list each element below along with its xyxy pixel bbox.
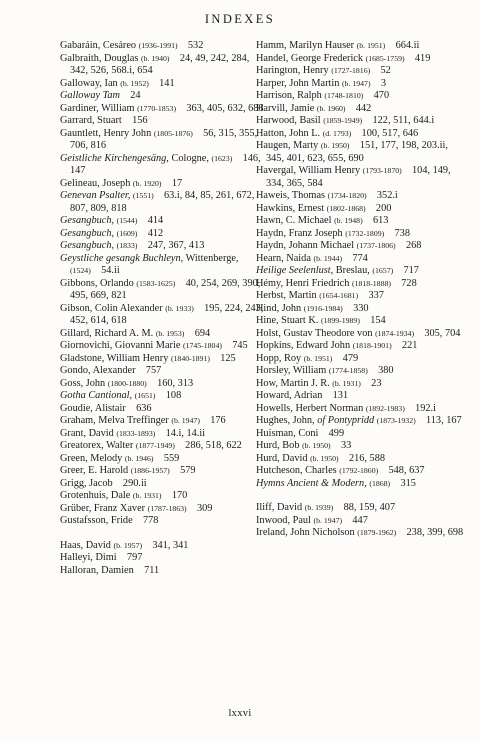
index-entry: [60, 353, 265, 366]
entry-dates: (1892-1983): [365, 403, 405, 413]
entry-references: 728: [401, 277, 417, 289]
entry-name: Galloway Tam: [60, 90, 120, 101]
entry-name: Horsley, William: [256, 365, 327, 376]
index-entry: [256, 365, 466, 378]
entry-references: 56, 315, 355, 706, 816: [70, 127, 258, 151]
index-entry: [256, 78, 466, 91]
entry-name: Howard, Adrian: [256, 390, 323, 401]
entry-dates: (b. 1947): [171, 416, 200, 425]
entry-references: 122, 511, 644.i: [372, 115, 435, 126]
entry-references: 745: [232, 340, 248, 351]
entry-name: Gabaráin, Cesáreo: [60, 40, 137, 51]
entry-dates: (1774-1858): [328, 366, 368, 375]
entry-dates: (1899-1989): [320, 316, 360, 325]
entry-references: 797: [126, 552, 143, 563]
entry-name: Grüber, Franz Xaver: [60, 502, 146, 514]
entry-references: 717: [403, 265, 419, 276]
entry-name: Howells, Herbert Norman: [256, 402, 364, 414]
entry-references: 309: [196, 502, 213, 514]
entry-name: Harington, Henry: [256, 65, 329, 76]
index-entry: [256, 103, 466, 116]
index-column-right: [256, 40, 466, 540]
index-entry: [60, 328, 265, 341]
entry-name: Gesangbuch,: [60, 227, 115, 239]
entry-epithet: of Pontypridd: [314, 415, 375, 426]
entry-dates: (1793-1870): [362, 166, 402, 175]
entry-name: Harwood, Basil: [256, 115, 321, 126]
entry-dates: (b. 1952): [120, 78, 149, 88]
entry-references: 146, 147: [70, 152, 261, 176]
entry-dates: (1802-1868): [326, 203, 366, 213]
index-entry: [60, 253, 265, 278]
index-entry: [60, 515, 265, 528]
entry-name: Galloway, Ian: [60, 77, 118, 89]
entry-dates: (b. 1940): [140, 53, 170, 63]
entry-name: Gardiner, William: [60, 102, 135, 114]
entry-dates: (1770-1853): [137, 103, 177, 113]
entry-dates: (1654-1681): [319, 291, 359, 300]
entry-references: 221: [401, 340, 418, 351]
entry-references: 711: [144, 564, 160, 576]
entry-references: 192.i: [415, 402, 436, 414]
index-entry: [60, 540, 265, 553]
entry-name: Genevan Psalter,: [60, 190, 131, 201]
entry-name: Gustafsson, Fride: [60, 515, 133, 526]
entry-name: Goss, John: [60, 377, 106, 389]
index-entry: [60, 90, 265, 103]
index-entry: [256, 290, 466, 303]
entry-references: 559: [163, 452, 180, 464]
entry-name: Graham, Melva Treffinger: [60, 415, 169, 426]
entry-references: 447: [352, 514, 368, 526]
entry-dates: (1551): [132, 191, 154, 200]
entry-references: 778: [142, 515, 159, 526]
entry-name: Hopkins, Edward John: [256, 340, 351, 351]
entry-name: Greatorex, Walter: [60, 440, 134, 451]
entry-name: Grant, David: [60, 427, 114, 439]
entry-references: 694: [194, 327, 211, 339]
entry-dates: (b. 1933): [165, 303, 194, 313]
entry-dates: (d. 1793): [322, 128, 352, 138]
index-entry: [60, 440, 265, 453]
entry-name: Harvill, Jamie: [256, 102, 315, 114]
entry-references: 40, 254, 269, 390, 495, 669, 821: [70, 277, 261, 301]
entry-name: Hine, Stuart K.: [256, 315, 319, 326]
entry-references: 100, 517, 646: [361, 127, 419, 139]
entry-references: 664.ii: [395, 40, 420, 51]
entry-references: 104, 149, 334, 365, 584: [266, 165, 451, 189]
entry-name: Gesangbuch,: [60, 215, 115, 226]
entry-name: Hurd, Bob: [256, 440, 300, 451]
entry-references: 151, 177, 198, 203.ii, 345, 401, 623, 655, 690: [266, 140, 448, 164]
index-entry: [256, 40, 466, 53]
entry-references: 156: [132, 115, 148, 126]
entry-references: 131: [332, 390, 349, 401]
index-entry: [60, 128, 265, 153]
index-entry: [60, 503, 265, 516]
entry-references: 412: [147, 227, 164, 239]
index-entry: [256, 190, 466, 203]
entry-name: Gelineau, Joseph: [60, 177, 131, 189]
entry-name: How, Martin J. R.: [256, 377, 330, 389]
entry-dates: (b. 1950): [320, 141, 350, 150]
index-entry: [256, 453, 466, 466]
entry-references: 63.i, 84, 85, 261, 672, 807, 809, 818: [70, 190, 255, 214]
entry-name: Geystliche gesangk Buchleyn,: [60, 252, 184, 264]
index-entry: [256, 53, 466, 66]
index-entry: [256, 390, 466, 403]
entry-name: Hind, John: [256, 302, 302, 314]
entry-name: Hatton, John L.: [256, 127, 321, 139]
entry-dates: (b. 1946): [124, 453, 154, 463]
entry-name: Goudie, Alistair: [60, 402, 126, 414]
page-number: lxxvi: [228, 708, 252, 719]
entry-references: 14.i, 14.ii: [165, 427, 206, 439]
index-entry: [256, 90, 466, 103]
entry-name: Huisman, Coni: [256, 427, 319, 439]
index-entry: [256, 353, 466, 366]
entry-name: Hémy, Henri Friedrich: [256, 277, 350, 289]
entry-references: 419: [414, 52, 431, 64]
entry-references: 305, 704: [424, 327, 461, 339]
index-entry: [256, 203, 466, 216]
entry-name: Haas, David: [60, 539, 111, 551]
entry-dates: (1787-1863): [147, 503, 187, 513]
entry-dates: (1609): [116, 228, 138, 238]
entry-dates: (1805-1876): [153, 128, 193, 138]
entry-references: 195, 224, 243, 452, 614, 618: [70, 302, 264, 326]
entry-dates: (1818-1901): [352, 341, 392, 350]
entry-references: 170: [171, 490, 188, 501]
entry-references: 479: [342, 352, 359, 364]
entry-references: 363, 405, 632, 688: [186, 102, 264, 114]
entry-name: Herbst, Martin: [256, 290, 317, 301]
index-entry: [256, 315, 466, 328]
index-entry: [256, 378, 466, 391]
entry-references: 216, 588: [348, 452, 385, 464]
index-entry: [60, 465, 265, 478]
index-entry: [256, 502, 466, 515]
entry-name: Gauntlett, Henry John: [60, 127, 152, 139]
entry-name: Giornovichi, Giovanni Marie: [60, 340, 181, 351]
index-entry: [256, 278, 466, 291]
entry-references: 470: [373, 90, 390, 101]
index-entry: [60, 115, 265, 128]
entry-place: , Breslau,: [330, 265, 370, 276]
entry-dates: (1833): [116, 241, 138, 250]
entry-name: Hawkins, Ernest: [256, 202, 325, 214]
entry-name: Havergal, William Henry: [256, 165, 361, 176]
entry-dates: (b. 1947): [341, 78, 371, 88]
index-entry: [256, 165, 466, 190]
entry-name: Haydn, Franz Joseph: [256, 227, 343, 239]
entry-dates: (b. 1960): [316, 103, 346, 113]
entry-name: Hawn, C. Michael: [256, 215, 332, 226]
entry-name: Haugen, Marty: [256, 140, 319, 151]
entry-place: Wittenberge,: [183, 252, 239, 264]
index-entry: [256, 515, 466, 528]
entry-references: 141: [159, 77, 175, 89]
index-entry: [60, 153, 265, 178]
entry-dates: (b. 1951): [356, 41, 386, 50]
entry-name: Garrard, Stuart: [60, 115, 122, 126]
index-entry: [256, 440, 466, 453]
entry-references: 88, 159, 407: [343, 502, 396, 513]
index-entry: [256, 128, 466, 141]
entry-name: Gondo, Alexander: [60, 365, 136, 376]
index-entry: [60, 453, 265, 466]
entry-dates: (b. 1939): [304, 503, 334, 512]
entry-dates: (b. 1944): [313, 253, 343, 263]
entry-name: Hymns Ancient & Modern,: [256, 477, 367, 489]
entry-name: Galbraith, Douglas: [60, 52, 139, 64]
index-entry: [60, 552, 265, 565]
index-entry: [60, 278, 265, 303]
entry-dates: (b. 1947): [313, 515, 343, 525]
index-entry: [256, 240, 466, 253]
index-entry: [60, 53, 265, 78]
entry-place: , Cologne,: [166, 152, 209, 164]
entry-name: Green, Melody: [60, 452, 123, 464]
entry-dates: (1877-1949): [135, 441, 175, 450]
entry-name: Halleyi, Dimi: [60, 552, 117, 563]
entry-references: 54.ii: [101, 265, 120, 276]
index-entry: [60, 365, 265, 378]
entry-name: Harrison, Ralph: [256, 90, 322, 101]
index-entry: [60, 478, 265, 491]
entry-name: Inwood, Paul: [256, 514, 311, 526]
index-entry: [60, 340, 265, 353]
entry-dates: (1734-1820): [327, 191, 367, 200]
entry-references: 33: [340, 440, 352, 451]
entry-references: 238, 399, 698: [406, 527, 464, 538]
page-title: INDEXES: [204, 12, 276, 26]
entry-dates: (b. 1957): [113, 540, 143, 550]
entry-dates: (b. 1931): [132, 491, 162, 500]
index-entry: [256, 415, 466, 428]
entry-references: 414: [147, 215, 164, 226]
entry-references: 176: [210, 415, 226, 426]
index-entry: [60, 390, 265, 403]
entry-dates: (1748-1810): [324, 91, 364, 100]
entry-dates: (1936-1991): [138, 41, 178, 50]
entry-name: Haweis, Thomas: [256, 190, 326, 201]
entry-dates: (1868): [369, 478, 391, 488]
entry-references: 499: [328, 427, 345, 439]
index-entry: [256, 140, 466, 165]
index-entry: [256, 340, 466, 353]
index-entry: [256, 465, 466, 478]
entry-dates: (1544): [116, 216, 138, 225]
index-entry: [60, 240, 265, 253]
entry-dates: (b. 1931): [332, 378, 361, 388]
entry-name: Gillard, Richard A. M.: [60, 327, 154, 339]
index-entry: [60, 215, 265, 228]
entry-dates: (1873-1932): [376, 416, 416, 425]
entry-references: 268: [405, 240, 422, 251]
entry-name: Geistliche Kirchengesäng: [60, 152, 167, 164]
entry-references: 330: [353, 302, 369, 314]
entry-dates: (1886-1957): [130, 466, 170, 475]
index-entry: [60, 403, 265, 416]
index-entry: [256, 303, 466, 316]
entry-name: Hearn, Naida: [256, 252, 311, 264]
entry-name: Grigg, Jacob: [60, 477, 113, 489]
index-entry: [60, 190, 265, 215]
entry-references: 3: [380, 77, 386, 89]
entry-name: Haydn, Johann Michael: [256, 240, 355, 251]
index-entry: [256, 328, 466, 341]
entry-name: Hurd, David: [256, 452, 308, 464]
entry-references: 738: [394, 227, 410, 239]
index-entry: [256, 403, 466, 416]
index-entry: [256, 65, 466, 78]
entry-references: 23: [371, 377, 382, 389]
index-entry: [60, 378, 265, 391]
entry-references: 315: [400, 477, 416, 489]
entry-name: Handel, George Frederick: [256, 52, 364, 64]
entry-references: 548, 637: [388, 465, 425, 476]
entry-references: 636: [136, 402, 152, 414]
entry-name: Hutcheson, Charles: [256, 465, 337, 476]
index-entry: [256, 115, 466, 128]
index-entry: [60, 40, 265, 53]
entry-name: Gotha Cantional,: [60, 390, 133, 401]
index-entry: [256, 527, 466, 540]
entry-name: Gibson, Colin Alexander: [60, 302, 163, 314]
entry-dates: (b. 1951): [303, 353, 333, 363]
entry-dates: (1732-1809): [345, 228, 385, 238]
entry-name: Hamm, Marilyn Hauser: [256, 40, 355, 51]
index-entry: [60, 565, 265, 578]
index-entry: [60, 103, 265, 116]
index-entry: [60, 428, 265, 441]
entry-references: 52: [380, 65, 391, 76]
entry-name: Harper, John Martin: [256, 77, 340, 89]
entry-references: 290.ii: [122, 477, 147, 489]
entry-dates: (1874-1934): [375, 328, 415, 338]
entry-name: Greer, E. Harold: [60, 465, 129, 476]
entry-references: 125: [220, 352, 236, 364]
entry-references: 154: [370, 315, 386, 326]
entry-references: 532: [187, 40, 204, 51]
entry-dates: (1818-1888): [351, 278, 391, 288]
entry-references: 160, 313: [157, 377, 194, 389]
entry-dates: (1792-1860): [339, 466, 379, 475]
entry-dates: (1745-1804): [182, 341, 222, 350]
entry-name: Holst, Gustav Theodore von: [256, 327, 373, 339]
entry-dates: (1685-1759): [365, 53, 405, 63]
entry-references: 757: [145, 365, 162, 376]
entry-references: 774: [352, 252, 368, 264]
entry-dates: (b. 1950): [302, 441, 331, 450]
entry-dates: (1833-1893): [116, 428, 156, 438]
entry-references: 24: [130, 90, 141, 101]
index-entry: [256, 428, 466, 441]
entry-dates: (1859-1949): [323, 116, 363, 125]
entry-dates: (1583-1625): [136, 278, 176, 288]
entry-name: Hopp, Roy: [256, 352, 302, 364]
entry-name: Ireland, John Nicholson: [256, 527, 355, 538]
index-entry: [256, 228, 466, 241]
entry-dates: (b. 1920): [132, 178, 162, 188]
index-entry: [256, 265, 466, 278]
entry-name: Gibbons, Orlando: [60, 277, 134, 289]
entry-dates: (1727-1816): [331, 66, 371, 75]
entry-references: 113, 167: [426, 415, 462, 426]
entry-references: 380: [378, 365, 394, 376]
index-entry: [256, 253, 466, 266]
entry-references: 24, 49, 242, 284, 342, 526, 568.i, 654: [70, 52, 250, 76]
entry-dates: (b. 1953): [155, 328, 185, 338]
index-entry: [60, 228, 265, 241]
index-entry: [60, 490, 265, 503]
entry-references: 200: [375, 202, 392, 214]
index-entry: [60, 78, 265, 91]
entry-dates: (1737-1806): [356, 241, 396, 250]
index-entry: [60, 303, 265, 328]
entry-dates: (b. 1950): [310, 453, 339, 463]
index-column-left: [60, 40, 265, 577]
entry-name: Gladstone, William Henry: [60, 352, 169, 364]
entry-dates: (1657): [372, 266, 394, 275]
entry-name: Grotenhuis, Dale: [60, 490, 131, 501]
entry-references: 247, 367, 413: [147, 240, 205, 251]
entry-references: 108: [165, 390, 182, 401]
entry-name: Halloran, Damien: [60, 564, 134, 576]
entry-references: 442: [355, 102, 372, 114]
entry-references: 352.i: [376, 190, 398, 201]
entry-name: Hughes, John,: [256, 415, 315, 426]
entry-dates: (1524): [70, 266, 91, 275]
entry-dates: (1651): [134, 391, 156, 400]
index-entry: [60, 415, 265, 428]
entry-dates: (1879-1962): [357, 528, 397, 537]
entry-references: 341, 341: [152, 539, 189, 551]
entry-references: 286, 518, 622: [185, 440, 242, 451]
entry-references: 613: [372, 215, 389, 226]
entry-dates: (1623): [211, 153, 233, 163]
index-entry: [256, 215, 466, 228]
entry-references: 17: [171, 177, 183, 189]
index-entry: [256, 478, 466, 491]
index-entry: [60, 178, 265, 191]
entry-name: Gesangbuch,: [60, 240, 115, 251]
entry-references: 579: [180, 465, 196, 476]
entry-dates: (1800-1880): [107, 378, 147, 388]
entry-dates: (b. 1948): [334, 216, 363, 225]
entry-name: Heilige Seelenlust: [256, 265, 331, 276]
entry-dates: (1840-1891): [170, 353, 210, 363]
entry-references: 337: [368, 290, 384, 301]
entry-name: Iliff, David: [256, 502, 303, 513]
entry-dates: (1916-1984): [303, 303, 343, 313]
